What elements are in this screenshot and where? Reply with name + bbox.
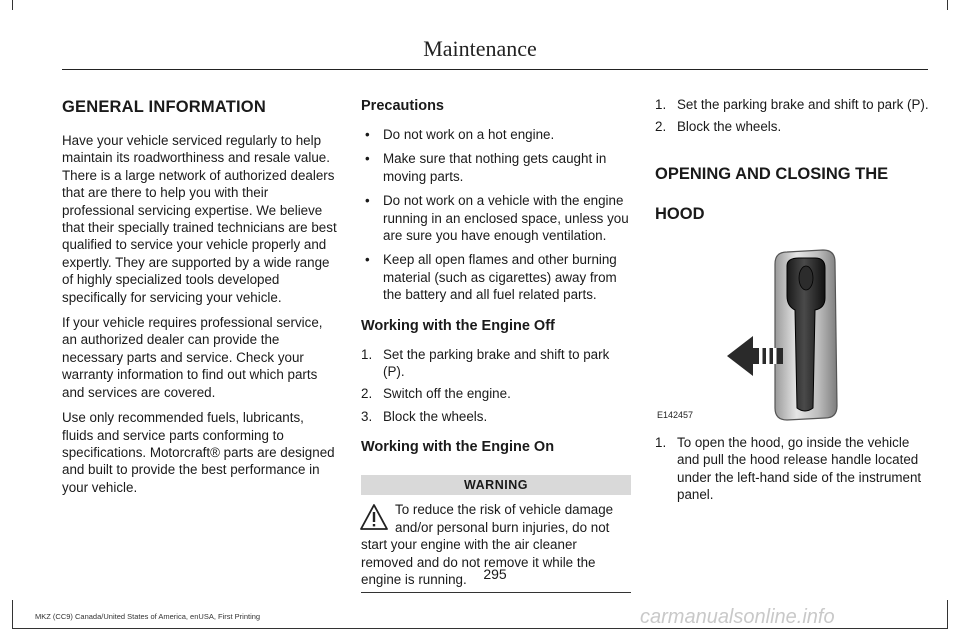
crop-mark-top-right <box>947 0 948 10</box>
column-general-information <box>62 96 338 504</box>
precautions-list <box>361 126 631 304</box>
hood-steps <box>655 434 931 504</box>
list-item: • Do not work on a hot engine. <box>365 127 555 142</box>
list-item: 2. Switch off the engine. <box>361 386 511 402</box>
list-item: 1. To open the hood, go inside the vehicle and pull the hood release handle located under the left-hand side of the instrument panel. <box>655 434 922 503</box>
list-item: 3. Block the wheels. <box>361 408 488 424</box>
warning-text: To reduce the risk of vehicle damage and/or personal burn injuries, do not start your engine with the air cleaner removed and do not remove it while the engine is running. <box>361 502 614 587</box>
column-hood <box>655 96 931 511</box>
footer-text: MKZ (CC9) Canada/United States of America, enUSA, First Printing <box>35 612 261 621</box>
column-precautions <box>361 96 631 593</box>
paragraph: Use only recommended fuels, lubricants, fluids and service parts conforming to specifications. Motorcraft® parts are designed and built to provide the best performance in your vehicle. <box>62 410 335 495</box>
subheading-engine-off: Working with the Engine Off <box>361 317 555 334</box>
engine-off-steps <box>361 346 631 426</box>
header-rule <box>62 69 928 70</box>
paragraph: If your vehicle requires professional service, an authorized dealer can provide the necessary parts and service. Check your warranty information to find out which parts and services are covered. <box>62 315 323 400</box>
page-number: 295 <box>483 566 507 582</box>
subheading-engine-on: Working with the Engine On <box>361 439 555 456</box>
crop-mark-bottom-right <box>947 600 948 629</box>
list-item: 2. Block the wheels. <box>655 119 782 135</box>
hood-release-handle-illustration <box>655 238 931 428</box>
paragraph: Have your vehicle serviced regularly to help maintain its roadworthiness and resale value. There is a large network of authorized dealers that are there to help you with their professional servicing expertise. We believe that their specially trained technicians are best qualified to service your vehicle properly and expertly. They are supported by a wide range of highly specialized tools developed specifically for servicing your vehicle. <box>62 133 337 305</box>
crop-mark-top-left <box>12 0 13 10</box>
warning-label-bar: WARNING <box>361 475 631 495</box>
hood-release-figure <box>655 238 931 428</box>
subheading-precautions: Precautions <box>361 98 444 114</box>
list-item: 1. Set the parking brake and shift to park (P). <box>655 97 929 112</box>
crop-mark-bottom-left <box>12 600 13 629</box>
steps-top <box>655 96 931 136</box>
list-item: • Keep all open flames and other burning material (such as cigarettes) away from the battery and all fuel related parts. <box>365 252 617 303</box>
figure-id: E142457 <box>657 409 694 420</box>
list-item: • Make sure that nothing gets caught in moving parts. <box>365 151 607 184</box>
footer-rule <box>12 628 948 629</box>
list-item: • Do not work on a vehicle with the engine running in an enclosed space, unless you are sure you have enough ventilation. <box>365 193 629 244</box>
section-heading-hood: OPENING AND CLOSING THE HOOD <box>655 164 889 223</box>
page-header-title: Maintenance <box>423 36 537 61</box>
section-heading-general-information: GENERAL INFORMATION <box>62 98 266 116</box>
watermark: carmanualsonline.info <box>640 606 835 628</box>
warning-triangle-icon <box>359 503 389 531</box>
list-item: 1. Set the parking brake and shift to park (P). <box>361 346 610 380</box>
